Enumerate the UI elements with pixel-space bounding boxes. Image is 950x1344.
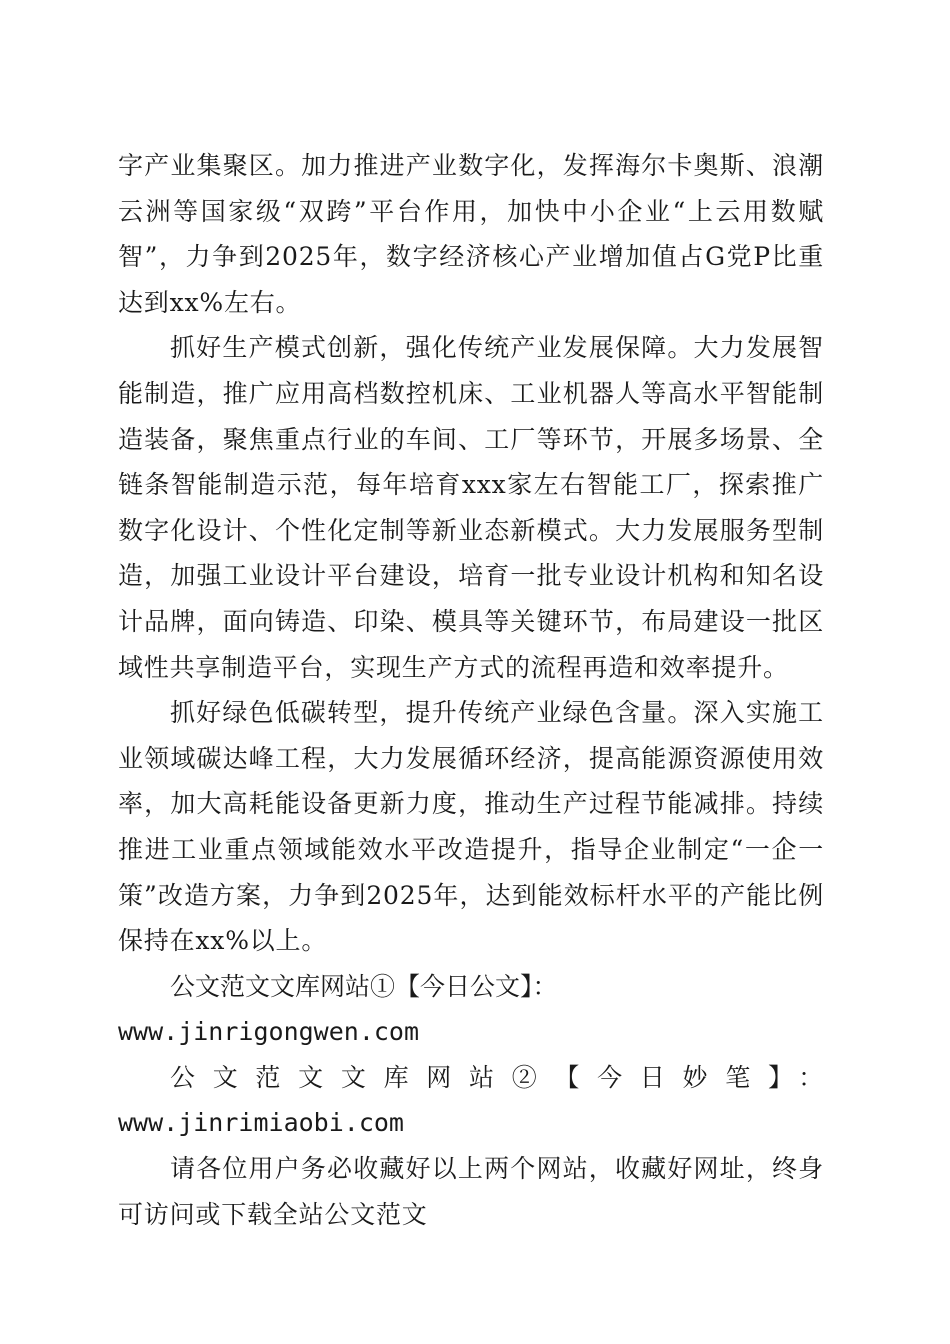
paragraph-digital-economy: 字产业集聚区。加力推进产业数字化，发挥海尔卡奥斯、浪潮云洲等国家级“双跨”平台作用，加快中小企业“上云用数赋智”，力争到2025年，数字经济核心产业增加值占G党P比重达到xx%左右。 (118, 151, 824, 317)
site2-line (118, 1055, 824, 1146)
site1-url-link[interactable]: www.jinrigongwen.com (118, 1017, 420, 1047)
site2-label: 公文范文文库网站②【今日妙笔】： (170, 1062, 824, 1092)
site1-label: 公文范文文库网站①【今日公文】： (170, 971, 558, 1001)
site2-url-link[interactable]: www.jinrimiaobi.com (118, 1108, 404, 1138)
paragraph-production-mode: 抓好生产模式创新，强化传统产业发展保障。大力发展智能制造，推广应用高档数控机床、工业机器人等高水平智能制造装备，聚焦重点行业的车间、工厂等环节，开展多场景、全链条智能制造示范，每年培育xxx家左右智能工厂，探索推广数字化设计、个性化定制等新业态新模式。大力发展服务型制造，加强工业设计平台建设，培育一批专业设计机构和知名设计品牌，面向铸造、印染、模具等关键环节，布局建设一批区域性共享制造平台，实现生产方式的流程再造和效率提升。 (118, 333, 824, 682)
paragraph-green-transition: 抓好绿色低碳转型，提升传统产业绿色含量。深入实施工业领域碳达峰工程，大力发展循环经济，提高能源资源使用效率，加大高耗能设备更新力度，推动生产过程节能减排。持续推进工业重点领域能效水平改造提升，指导企业制定“一企一策”改造方案，力争到2025年，达到能效标杆水平的产能比例保持在xx%以上。 (118, 698, 824, 956)
bookmark-notice: 请各位用户务必收藏好以上两个网站，收藏好网址，终身可访问或下载全站公文范文 (118, 1154, 824, 1229)
document-body (118, 143, 824, 1237)
